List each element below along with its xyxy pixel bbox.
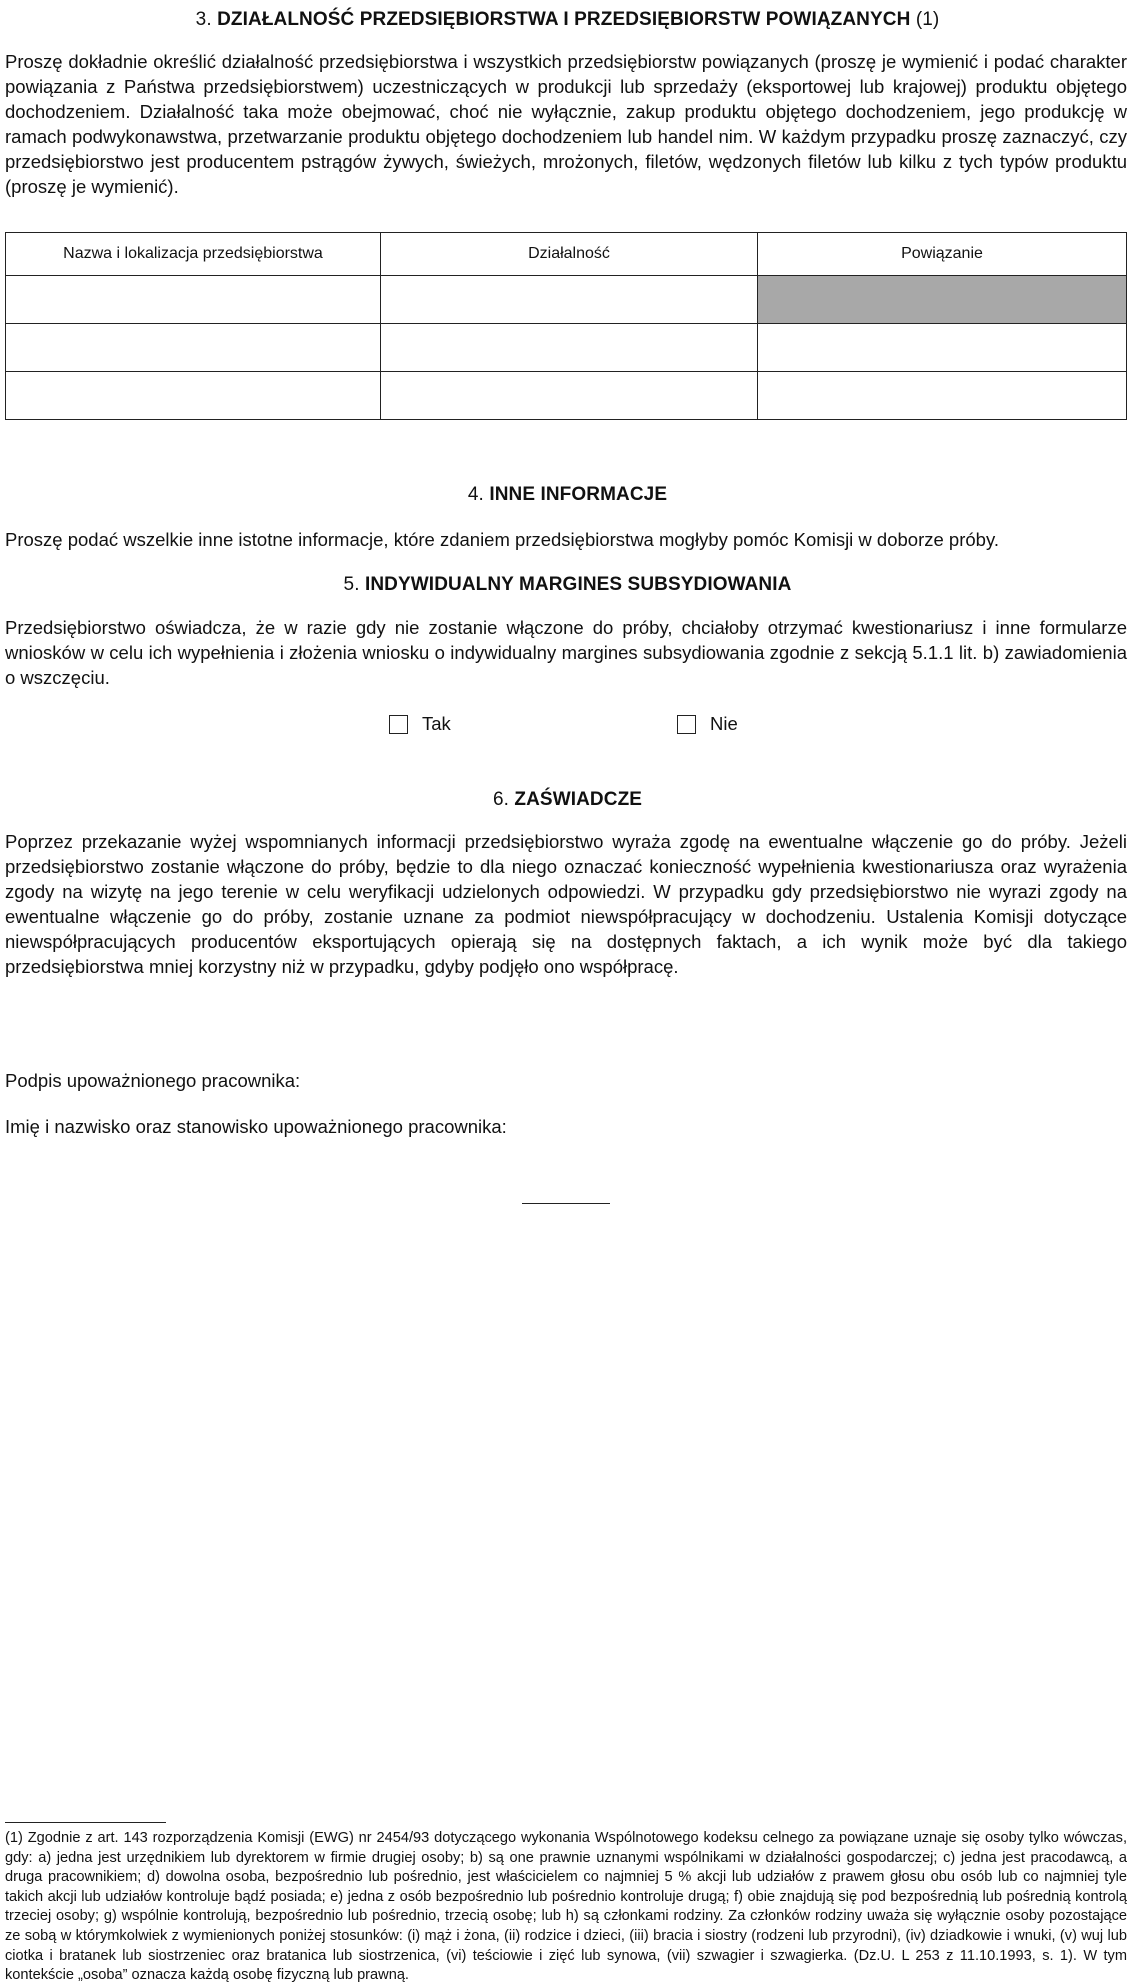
- table-cell[interactable]: [758, 372, 1127, 420]
- section-4-title: INNE INFORMACJE: [489, 484, 668, 505]
- section-6-paragraph: Poprzez przekazanie wyżej wspomnianych informacji przedsiębiorstwo wyraża zgodę na ewentualne włączenie go do próby. Jeżeli przedsiębiorstwo zostanie włączone do próby, będzie to dla niego oznaczać konieczność wypełnienia kwestionariusza oraz wyrażenia zgody na wizytę na jego terenie w celu weryfikacji udzielonych odpowiedzi. W przypadku gdy przedsiębiorstwo nie wyrazi zgody na ewentualne włączenie go do próby, zostanie uznane za podmiot niewspółpracujący w dochodzeniu. Ustalenia Komisji dotyczące niewspółpracujących producentów eksportujących opierają się na dostępnych faktach, a ich wynik może być dla takiego przedsiębiorstwa mniej korzystny niż w przypadku, gdyby podjęło ono współpracę.: [5, 831, 1127, 977]
- checkbox-yes[interactable]: [389, 715, 408, 734]
- section-4-heading: [0, 484, 1135, 506]
- option-yes[interactable]: [389, 713, 451, 735]
- table-cell[interactable]: [381, 276, 758, 324]
- separator-line: [522, 1203, 610, 1204]
- table-cell[interactable]: [381, 324, 758, 372]
- section-3-title: DZIAŁALNOŚĆ PRZEDSIĘBIORSTWA I PRZEDSIĘBIORSTW POWIĄZANYCH: [217, 9, 911, 30]
- option-yes-label: Tak: [422, 713, 451, 734]
- footnote-reference: (1): [915, 9, 940, 30]
- signature-label: Podpis upoważnionego pracownika:: [5, 1070, 301, 1091]
- related-companies-table: [5, 232, 1127, 420]
- table-row: [6, 324, 1127, 372]
- checkbox-no[interactable]: [677, 715, 696, 734]
- table-row: [6, 276, 1127, 324]
- footnote-mark: (1): [5, 1830, 23, 1846]
- section-5-paragraph: Przedsiębiorstwo oświadcza, że w razie gdy nie zostanie włączone do próby, chciałoby otrzymać kwestionariusz i inne formularze wniosków w celu ich wypełnienia i złożenia wniosku o indywidualny margines subsydiowania zgodnie z sekcją 5.1.1 lit. b) zawiadomienia o wszczęciu.: [5, 617, 1127, 688]
- option-no-label: Nie: [710, 713, 738, 734]
- section-5-number: 5.: [343, 574, 360, 595]
- table-cell[interactable]: [6, 324, 381, 372]
- table-cell[interactable]: [6, 372, 381, 420]
- column-header-activity: Działalność: [381, 233, 758, 276]
- signatory-name-label: Imię i nazwisko oraz stanowisko upoważnionego pracownika:: [5, 1116, 507, 1137]
- table-cell[interactable]: [381, 372, 758, 420]
- section-6-number: 6.: [492, 789, 509, 810]
- section-3-number: 3.: [195, 9, 212, 30]
- table-cell[interactable]: [758, 324, 1127, 372]
- section-6-title: ZAŚWIADCZE: [514, 789, 643, 810]
- footnote-rule: [5, 1822, 166, 1823]
- option-no[interactable]: [677, 713, 738, 735]
- section-5-heading: [0, 574, 1135, 596]
- section-4-paragraph: Proszę podać wszelkie inne istotne informacje, które zdaniem przedsiębiorstwa mogłyby pomóc Komisji w doborze próby.: [5, 529, 999, 550]
- section-5-title: INDYWIDUALNY MARGINES SUBSYDIOWANIA: [364, 574, 792, 595]
- table-cell[interactable]: [6, 276, 381, 324]
- column-header-relationship: Powiązanie: [758, 233, 1127, 276]
- table-row: [6, 372, 1127, 420]
- section-4-number: 4.: [467, 484, 484, 505]
- table-cell-shaded: [758, 276, 1127, 324]
- footnote: [5, 1829, 1127, 1986]
- footnote-text: Zgodnie z art. 143 rozporządzenia Komisji (EWG) nr 2454/93 dotyczącego wykonania Wspólnotowego kodeksu celnego za powiązane uznaje się osoby tylko wówczas, gdy: a) jedna jest urzędnikiem lub dyrektorem w firmie drugiej osoby; b) są one prawnie uznanymi wspólnikami w działalności gospodarczej; c) jedna jest pracodawcą, a druga pracownikiem; d) dowolna osoba, bezpośrednio lub pośrednio, jest właścicielem co najmniej 5 % akcji lub udziałów z prawem głosu obu osób lub co najmniej tyle takich akcji lub udziałów kontroluje bądź posiada; e) jedna z osób bezpośrednio lub pośrednio kontroluje drugą; f) obie znajdują się pod bezpośrednią lub pośrednią kontrolą trzeciej osoby; g) wspólnie kontrolują, bezpośrednio lub pośrednio, trzecią osobę; lub h) są członkami rodziny. Za członków rodziny uważa się wyłącznie osoby pozostające ze sobą w którymkolwiek z wymienionych poniżej stosunków: (i) mąż i żona, (ii) rodzice i dzieci, (iii) bracia i siostry (rodzeni lub przyrodni), (iv) dziadkowie i wnuki, (v) wuj lub ciotka i bratanek lub siostrzeniec oraz bratanica lub siostrzenica, (vi) teściowie i zięć lub synowa, (vii) szwagier i szwagierka. (Dz.U. L 253 z 11.10.1993, s. 1). W tym kontekście „osoba” oznacza każdą osobę fizyczną lub prawną.: [5, 1830, 1127, 1984]
- section-3-paragraph: Proszę dokładnie określić działalność przedsiębiorstwa i wszystkich przedsiębiorstw powiązanych (proszę je wymienić i podać charakter powiązania z Państwa przedsiębiorstwem) uczestniczących w produkcji lub sprzedaży (eksportowej lub krajowej) produktu objętego dochodzeniem. Działalność taka może obejmować, choć nie wyłącznie, zakup produktu objętego dochodzeniem, jego produkcję w ramach podwykonawstwa, przetwarzanie produktu objętego dochodzeniem lub handel nim. W każdym przypadku proszę zaznaczyć, czy przedsiębiorstwo jest producentem pstrągów żywych, świeżych, mrożonych, filetów, wędzonych filetów lub kilku z tych typów produktu (proszę je wymienić).: [5, 51, 1127, 197]
- table-header-row: [6, 233, 1127, 276]
- section-6-heading: [0, 789, 1135, 811]
- column-header-name-location: Nazwa i lokalizacja przedsiębiorstwa: [6, 233, 381, 276]
- section-3-heading: [0, 9, 1135, 31]
